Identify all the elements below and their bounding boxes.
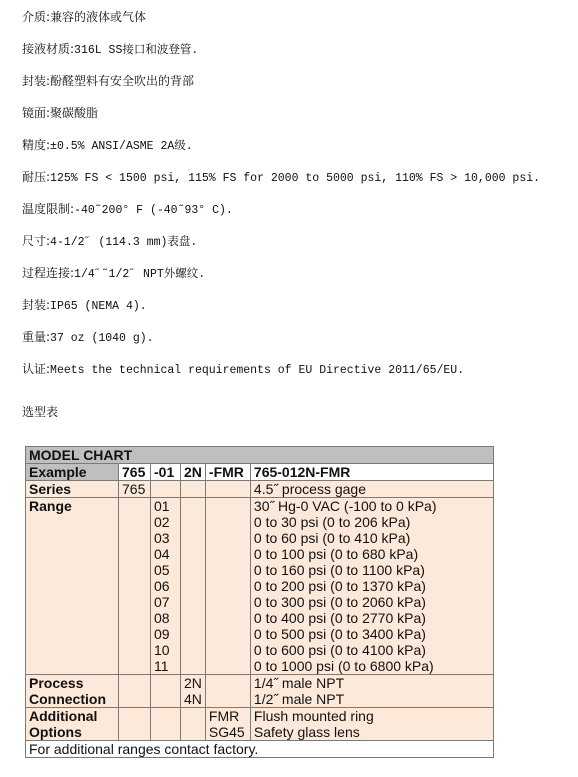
range-desc: 0 to 160 psi (0 to 1100 kPa) — [253, 562, 425, 578]
spec-accuracy: 精度:±0.5% ANSI/ASME 2A级. — [22, 138, 193, 153]
spec-lens: 镜面:聚碳酸脂 — [22, 106, 99, 120]
footer-row — [26, 741, 494, 758]
range-desc: 0 to 600 psi (0 to 4100 kPa) — [253, 642, 426, 658]
range-code: 01 — [154, 498, 170, 514]
spec-enclosure-rating: 封装:IP65 (NEMA 4). — [22, 298, 147, 313]
model-chart-table — [25, 446, 494, 758]
option-descs — [250, 708, 493, 741]
range-label: Range — [26, 498, 119, 675]
example-option-code: -FMR — [205, 464, 250, 481]
process-code: 2N — [184, 675, 202, 691]
process-connection-row — [26, 675, 494, 708]
example-full-model: 765-012N-FMR — [250, 464, 493, 481]
range-desc: 0 to 60 psi (0 to 410 kPa) — [253, 530, 411, 546]
option-code: FMR — [208, 708, 240, 724]
range-descs — [250, 498, 493, 675]
spec-weight: 重量:37 oz (1040 g). — [22, 330, 154, 345]
option-desc: Flush mounted ring — [253, 708, 374, 724]
spec-wetted-material: 接液材质:316L SS接口和波登管. — [22, 42, 199, 57]
range-code: 11 — [154, 658, 169, 674]
spec-certification: 认证:Meets the technical requirements of EU Directive 2011/65/EU. — [22, 362, 465, 377]
range-code: 04 — [154, 546, 170, 562]
range-code: 07 — [154, 594, 170, 610]
range-desc: 0 to 400 psi (0 to 2770 kPa) — [253, 610, 426, 626]
example-series-code: 765 — [119, 464, 151, 481]
example-range-code: -01 — [151, 464, 181, 481]
additional-label-line2: Options — [29, 724, 82, 740]
footer-note: For additional ranges contact factory. — [26, 741, 494, 758]
process-code: 4N — [184, 691, 202, 707]
example-row — [26, 464, 494, 481]
additional-label-line1: Additional — [29, 708, 98, 724]
range-desc: 0 to 300 psi (0 to 2060 kPa) — [253, 594, 426, 610]
spec-overpressure: 耐压:125% FS < 1500 psi, 115% FS for 2000 to 5000 psi, 110% FS > 10,000 psi. — [22, 170, 541, 185]
range-row — [26, 498, 494, 675]
option-code: SG45 — [208, 724, 245, 740]
range-desc: 0 to 500 psi (0 to 3400 kPa) — [253, 626, 426, 642]
additional-options-row — [26, 708, 494, 741]
option-desc: Safety glass lens — [253, 724, 360, 740]
range-code: 02 — [154, 514, 170, 530]
range-desc: 0 to 1000 psi (0 to 6800 kPa) — [253, 658, 434, 674]
process-label-line2: Connection — [29, 691, 106, 707]
process-desc: 1/4˝ male NPT — [253, 675, 345, 691]
range-desc: 0 to 200 psi (0 to 1370 kPa) — [253, 578, 426, 594]
series-desc: 4.5˝ process gage — [250, 481, 493, 498]
range-code: 08 — [154, 610, 170, 626]
model-chart-title: MODEL CHART — [26, 447, 494, 464]
process-connection-label — [26, 675, 119, 708]
range-code: 05 — [154, 562, 170, 578]
option-codes — [205, 708, 250, 741]
series-code: 765 — [119, 481, 151, 498]
range-codes — [151, 498, 181, 675]
spec-medium: 介质:兼容的液体或气体 — [22, 10, 147, 24]
range-desc: 0 to 100 psi (0 to 680 kPa) — [253, 546, 419, 562]
range-code: 06 — [154, 578, 170, 594]
additional-options-label — [26, 708, 119, 741]
series-label: Series — [26, 481, 119, 498]
example-connection-code: 2N — [181, 464, 206, 481]
series-row — [26, 481, 494, 498]
range-code: 09 — [154, 626, 170, 642]
example-label: Example — [26, 464, 119, 481]
range-desc: 0 to 30 psi (0 to 206 kPa) — [253, 514, 411, 530]
spec-housing: 封装:酚醛塑料有安全吹出的背部 — [22, 74, 195, 88]
process-label-line1: Process — [29, 675, 84, 691]
section-title: 选型表 — [22, 405, 59, 419]
process-desc: 1/2˝ male NPT — [253, 691, 345, 707]
spec-process-connection: 过程连接:1/4˝˜1/2˝ NPT外螺纹. — [22, 266, 206, 281]
process-codes — [181, 675, 206, 708]
model-chart-title-row — [26, 447, 494, 464]
spec-temperature: 温度限制:-40˜200° F (-40˜93° C). — [22, 202, 233, 217]
range-desc: 30˝ Hg-0 VAC (-100 to 0 kPa) — [253, 498, 437, 514]
range-code: 03 — [154, 530, 170, 546]
range-code: 10 — [154, 642, 170, 658]
spec-size: 尺寸:4-1/2˝ (114.3 mm)表盘. — [22, 234, 198, 249]
process-descs — [250, 675, 493, 708]
